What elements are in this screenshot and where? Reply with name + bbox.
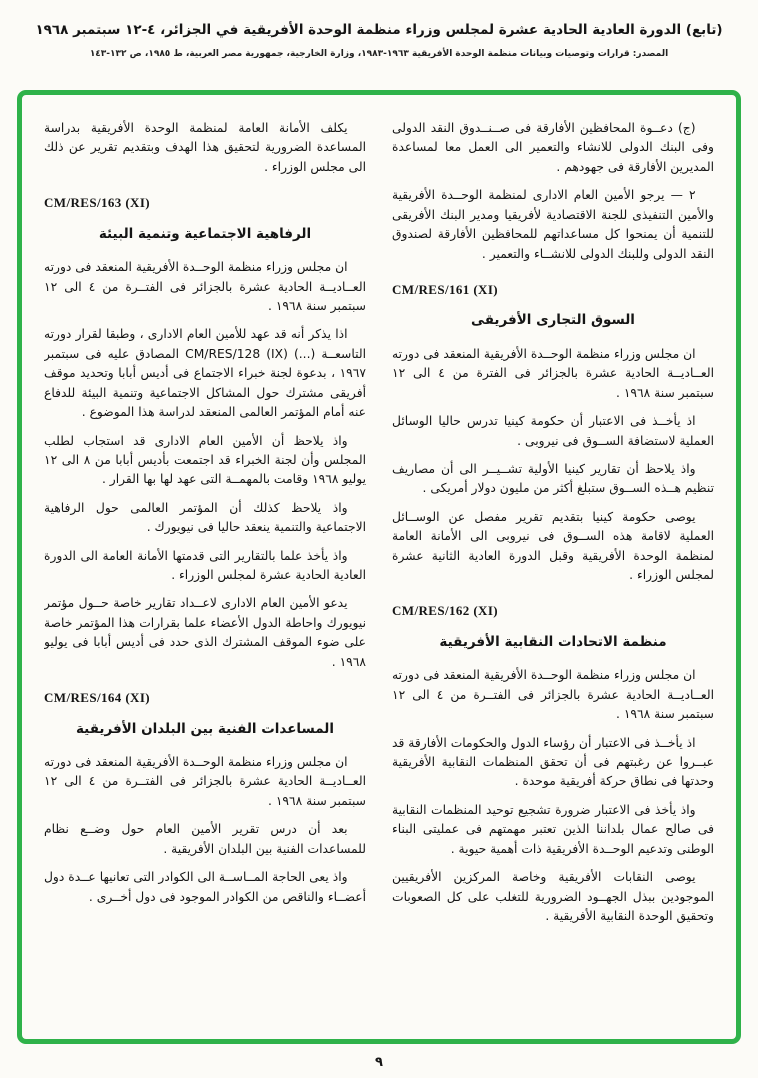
body-paragraph: اذ يأخــذ فى الاعتبار أن حكومة كينيا تدرس حاليا الوسائل العملية لاستضافة الســوق فى نيروبى . bbox=[392, 414, 714, 448]
section-heading: الرفاهية الاجتماعية وتنمية البيئة bbox=[98, 225, 312, 242]
body-paragraph: واذ يعى الحاجة المــاســة الى الكوادر التى تعانيها عــدة دول أعضــاء والناقص من الكوادر الموجود فى دول أخــرى . bbox=[44, 870, 366, 904]
resolution-code: CM/RES/161 (XI) bbox=[392, 281, 499, 297]
source-citation-line: المصدر: قرارات وتوصيات وبيانات منظمة الوحدة الأفريقية ١٩٦٣-١٩٨٣، وزارة الخارجية، جمهورية مصر العربية، ط ١٩٨٥، ص ١٣٢-١٤٣ bbox=[89, 48, 669, 59]
resolution-code: CM/RES/163 (XI) bbox=[44, 195, 151, 211]
body-paragraph: يدعو الأمين العام الادارى لاعــداد تقارير خاصة حــول مؤتمر نيويورك واحاطة الدول الأعضاء علما بقرارات هذا المؤتمر خاصة على ضوء الموقف المشترك الذى حدد فى أديس أبابا فى يوليو ١٩٦٨ . bbox=[44, 596, 366, 669]
section-heading: منظمة الاتحادات النقابية الأفريقية bbox=[439, 633, 667, 650]
body-paragraph: اذا يذكر أنه قد عهد للأمين العام الادارى ، وطبقا لقرار دورته التاسعــة (...) CM/RES/128 (IX) المصادق عليه فى سبتمبر ١٩٦٧ ، بدعوة لجنة خبراء الاجتماع فى أديس أبابا وتحديد موقف أفريقى مشترك حول المشاكل الاجتماعية وتنمية البيئة للدفاع عنه أمام المؤتمر العالمى المنعقد لدراسة هذا الموضوع . bbox=[44, 327, 366, 420]
resolution-code: CM/RES/162 (XI) bbox=[392, 603, 499, 619]
document-header bbox=[0, 0, 758, 59]
document-title: (تابع) الدورة العادية الحادية عشرة لمجلس وزراء منظمة الوحدة الأفريقية في الجزائر، ٤-١٢ سبتمبر ١٩٦٨ bbox=[35, 22, 723, 38]
column-right bbox=[392, 119, 714, 1021]
column-left bbox=[44, 119, 366, 1021]
body-paragraph: واذ يأخذ فى الاعتبار ضرورة تشجيع توحيد المنظمات النقابية فى صالح عمال بلداننا الذين تعتبر مهمتهم فى عمليتى البناء الوطنى وتدعيم الوحــدة الأفريقية ذات أهمية حيوية . bbox=[392, 802, 714, 856]
body-paragraph: واذ يلاحظ أن تقارير كينيا الأولية تشــيــر الى أن مصاريف تنظيم هــذه الســوق ستبلغ أكثر من مليون دولار أمريكى . bbox=[392, 461, 714, 496]
body-paragraph: يكلف الأمانة العامة لمنظمة الوحدة الأفريقية بدراسة المساعدة الضرورية لتحقيق هذا الهدف وبتقديم تقرير عن ذلك الى مجلس الوزراء . bbox=[44, 121, 366, 174]
body-paragraph: بعد أن درس تقرير الأمين العام حول وضــع نظام للمساعدات الفنية بين البلدان الأفريقية . bbox=[44, 822, 366, 856]
body-paragraph: ان مجلس وزراء منظمة الوحــدة الأفريقية المنعقد فى دورته العــاديــة الحادية عشرة بالجزائر فى الفتــرة من ٤ الى ١٢ سبتمبر سنة ١٩٦٨ . bbox=[44, 260, 366, 313]
page-number: ٩ bbox=[375, 1055, 383, 1070]
body-paragraph: يوصى حكومة كينيا بتقديم تقرير مفصل عن الوســائل العملية لاقامة هذه الســوق فى نيروبى الى الأمانة العامة لمنظمة الوحدة الأفريقية وقبل الدورة العادية الثانية عشرة لمجلس الوزراء . bbox=[392, 509, 714, 583]
body-paragraph: (ج) دعــوة المحافظين الأفارقة فى صــنــدوق النقد الدولى وفى البنك الدولى للانشاء والتعمير الى العمل معا لمساعدة المديرين الأفارقة فى جهودهم . bbox=[392, 121, 714, 174]
green-content-frame bbox=[17, 90, 741, 1044]
body-paragraph: ٢ — يرجو الأمين العام الادارى لمنظمة الوحــدة الأفريقية والأمين التنفيذى للجنة الاقتصادية لأفريقيا ومدير البنك الأفريقى للتنمية أن يمنحوا كل مساعداتهم للمحافظين الأفارقة لصندوق النقد الدولى وللبنك الدولى للانشــاء والتعمير . bbox=[392, 188, 714, 261]
two-column-text-area bbox=[44, 119, 714, 1021]
body-paragraph: واذ يأخذ علما بالتقارير التى قدمتها الأمانة العامة الى الدورة العادية الحادية عشرة لمجلس الوزراء . bbox=[44, 548, 366, 583]
body-paragraph: واذ يلاحظ أن الأمين العام الادارى قد استجاب لطلب المجلس وأن لجنة الخبراء قد اجتمعت بأديس أبابا من ٨ الى ١٢ يوليو ١٩٦٨ وقامت بالمهمــة التى عهد لها بها القرار . bbox=[44, 433, 366, 487]
resolution-code: CM/RES/164 (XI) bbox=[44, 690, 151, 706]
body-paragraph: ان مجلس وزراء منظمة الوحــدة الأفريقية المنعقد فى دورته العــاديــة الحادية عشرة بالجزائر فى الفتــرة من ٤ الى ١٢ سبتمبر سنة ١٩٦٨ . bbox=[392, 668, 714, 722]
body-paragraph: واذ يلاحظ كذلك أن المؤتمر العالمى حول الرفاهية الاجتماعية والتنمية ينعقد حاليا فى نيويورك . bbox=[44, 500, 366, 535]
body-paragraph: ان مجلس وزراء منظمة الوحــدة الأفريقية المنعقد فى دورته العــاديــة الحادية عشرة بالجزائر فى الفترة من ٤ الى ١٢ سبتمبر سنة ١٩٦٨ . bbox=[392, 346, 714, 400]
section-heading: المساعدات الفنية بين البلدان الأفريقية bbox=[76, 720, 334, 737]
section-heading: السوق التجارى الأفريقى bbox=[471, 312, 635, 329]
body-paragraph: يوصى النقابات الأفريقية وخاصة المركزين الأفريقيين الموجودين ببذل الجهــود الضرورية للتغلب على كل الصعوبات وتحقيق الوحدة النقابية الأفريقية . bbox=[392, 870, 714, 923]
body-paragraph: اذ يأخــذ فى الاعتبار أن رؤساء الدول والحكومات الأفارقة قد عبــروا عن رغبتهم فى أن تحقق المنظمات النقابية الأفريقية وحدتها فى نطاق حركة أفريقية موحدة . bbox=[392, 735, 714, 789]
body-paragraph: ان مجلس وزراء منظمة الوحــدة الأفريقية المنعقد فى دورته العــاديــة الحادية عشرة بالجزائر فى الفتــرة من ٤ الى ١٢ سبتمبر سنة ١٩٦٨ . bbox=[44, 755, 366, 808]
